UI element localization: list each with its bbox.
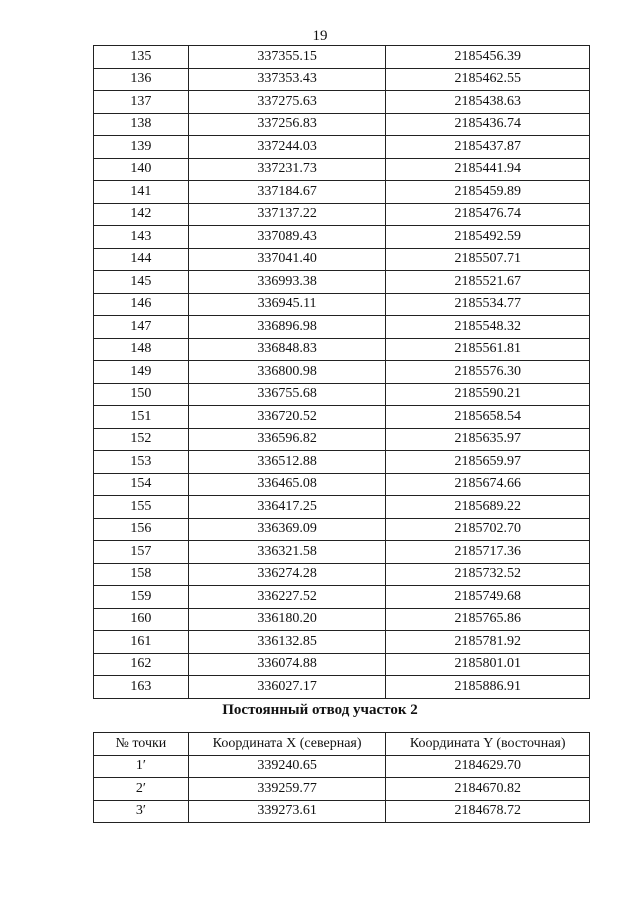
cell-coordinate-y: 2185702.70 [386,518,590,541]
cell-coordinate-x: 336848.83 [188,338,386,361]
table-row [94,563,590,586]
table-row [94,800,590,823]
cell-coordinate-y: 2185561.81 [386,338,590,361]
cell-coordinate-y: 2185749.68 [386,586,590,609]
cell-coordinate-y: 2184670.82 [386,778,590,801]
cell-point-number: 145 [94,271,189,294]
cell-point-number: 161 [94,631,189,654]
table-row [94,68,590,91]
header-point-number: № точки [94,733,189,756]
cell-point-number: 136 [94,68,189,91]
table-row [94,361,590,384]
table-row [94,383,590,406]
table-row [94,158,590,181]
cell-coordinate-y: 2185459.89 [386,181,590,204]
cell-coordinate-x: 337231.73 [188,158,386,181]
cell-coordinate-y: 2185507.71 [386,248,590,271]
cell-point-number: 160 [94,608,189,631]
cell-coordinate-y: 2185659.97 [386,451,590,474]
table-row [94,778,590,801]
table-row [94,676,590,699]
cell-point-number: 143 [94,226,189,249]
cell-coordinate-x: 336800.98 [188,361,386,384]
table-row [94,473,590,496]
plot2-coordinates-table [93,732,590,823]
cell-coordinate-y: 2185658.54 [386,406,590,429]
cell-point-number: 154 [94,473,189,496]
table-row [94,271,590,294]
cell-coordinate-y: 2185576.30 [386,361,590,384]
cell-coordinate-x: 336720.52 [188,406,386,429]
cell-coordinate-y: 2185492.59 [386,226,590,249]
page-number: 19 [312,28,328,44]
header-coordinate-y: Координата Y (восточная) [386,733,590,756]
cell-coordinate-y: 2185781.92 [386,631,590,654]
cell-coordinate-x: 336321.58 [188,541,386,564]
table-row [94,518,590,541]
cell-coordinate-x: 337275.63 [188,91,386,114]
table-row [94,113,590,136]
cell-coordinate-y: 2185674.66 [386,473,590,496]
cell-coordinate-y: 2185534.77 [386,293,590,316]
cell-point-number: 149 [94,361,189,384]
cell-coordinate-x: 336074.88 [188,653,386,676]
cell-coordinate-x: 336132.85 [188,631,386,654]
cell-coordinate-x: 336896.98 [188,316,386,339]
cell-point-number: 3′ [94,800,189,823]
cell-coordinate-x: 337244.03 [188,136,386,159]
cell-point-number: 155 [94,496,189,519]
cell-coordinate-y: 2185717.36 [386,541,590,564]
cell-coordinate-x: 337137.22 [188,203,386,226]
cell-coordinate-x: 336465.08 [188,473,386,496]
table-row [94,451,590,474]
cell-point-number: 141 [94,181,189,204]
cell-coordinate-y: 2185441.94 [386,158,590,181]
table-row [94,406,590,429]
cell-point-number: 158 [94,563,189,586]
cell-coordinate-y: 2185590.21 [386,383,590,406]
table-row [94,496,590,519]
section-title: Постоянный отвод участок 2 [222,702,418,718]
cell-point-number: 137 [94,91,189,114]
cell-coordinate-x: 336369.09 [188,518,386,541]
cell-coordinate-x: 336596.82 [188,428,386,451]
table-row [94,248,590,271]
coordinates-table-body [94,46,590,699]
cell-point-number: 153 [94,451,189,474]
cell-point-number: 150 [94,383,189,406]
cell-coordinate-y: 2185689.22 [386,496,590,519]
cell-point-number: 2′ [94,778,189,801]
cell-coordinate-x: 336945.11 [188,293,386,316]
cell-coordinate-y: 2185521.67 [386,271,590,294]
cell-point-number: 140 [94,158,189,181]
table-row [94,755,590,778]
header-coordinate-x: Координата X (северная) [188,733,386,756]
cell-coordinate-x: 339240.65 [188,755,386,778]
cell-coordinate-x: 336274.28 [188,563,386,586]
cell-point-number: 163 [94,676,189,699]
cell-coordinate-x: 337256.83 [188,113,386,136]
cell-coordinate-y: 2185462.55 [386,68,590,91]
table-row [94,608,590,631]
cell-point-number: 144 [94,248,189,271]
cell-point-number: 142 [94,203,189,226]
cell-coordinate-x: 339259.77 [188,778,386,801]
cell-point-number: 135 [94,46,189,69]
table-row [94,226,590,249]
cell-point-number: 162 [94,653,189,676]
cell-point-number: 159 [94,586,189,609]
cell-coordinate-y: 2185801.01 [386,653,590,676]
cell-coordinate-y: 2185548.32 [386,316,590,339]
cell-coordinate-y: 2185765.86 [386,608,590,631]
cell-point-number: 148 [94,338,189,361]
cell-point-number: 157 [94,541,189,564]
cell-point-number: 147 [94,316,189,339]
cell-coordinate-y: 2185476.74 [386,203,590,226]
cell-point-number: 156 [94,518,189,541]
table-row [94,91,590,114]
cell-coordinate-x: 336512.88 [188,451,386,474]
cell-coordinate-x: 337353.43 [188,68,386,91]
cell-coordinate-y: 2185732.52 [386,563,590,586]
table-row [94,203,590,226]
coordinates-table [93,45,590,699]
table-row [94,293,590,316]
table-row [94,541,590,564]
cell-coordinate-x: 339273.61 [188,800,386,823]
table-header-row [94,733,590,756]
table-row [94,136,590,159]
cell-point-number: 138 [94,113,189,136]
table-row [94,586,590,609]
cell-coordinate-y: 2184629.70 [386,755,590,778]
cell-coordinate-y: 2184678.72 [386,800,590,823]
cell-coordinate-x: 336027.17 [188,676,386,699]
table-row [94,338,590,361]
cell-point-number: 152 [94,428,189,451]
cell-coordinate-y: 2185456.39 [386,46,590,69]
cell-coordinate-x: 336227.52 [188,586,386,609]
table-row [94,653,590,676]
cell-coordinate-x: 336180.20 [188,608,386,631]
cell-coordinate-y: 2185437.87 [386,136,590,159]
cell-coordinate-x: 337184.67 [188,181,386,204]
plot2-table-body [94,755,590,823]
cell-coordinate-x: 337041.40 [188,248,386,271]
table-row [94,316,590,339]
cell-coordinate-x: 336993.38 [188,271,386,294]
cell-point-number: 139 [94,136,189,159]
cell-coordinate-y: 2185886.91 [386,676,590,699]
cell-point-number: 1′ [94,755,189,778]
cell-coordinate-y: 2185635.97 [386,428,590,451]
cell-coordinate-x: 337355.15 [188,46,386,69]
table-row [94,46,590,69]
table-row [94,428,590,451]
table-row [94,181,590,204]
cell-point-number: 151 [94,406,189,429]
cell-coordinate-x: 336417.25 [188,496,386,519]
table-row [94,631,590,654]
cell-coordinate-x: 336755.68 [188,383,386,406]
cell-coordinate-y: 2185438.63 [386,91,590,114]
cell-point-number: 146 [94,293,189,316]
cell-coordinate-x: 337089.43 [188,226,386,249]
cell-coordinate-y: 2185436.74 [386,113,590,136]
